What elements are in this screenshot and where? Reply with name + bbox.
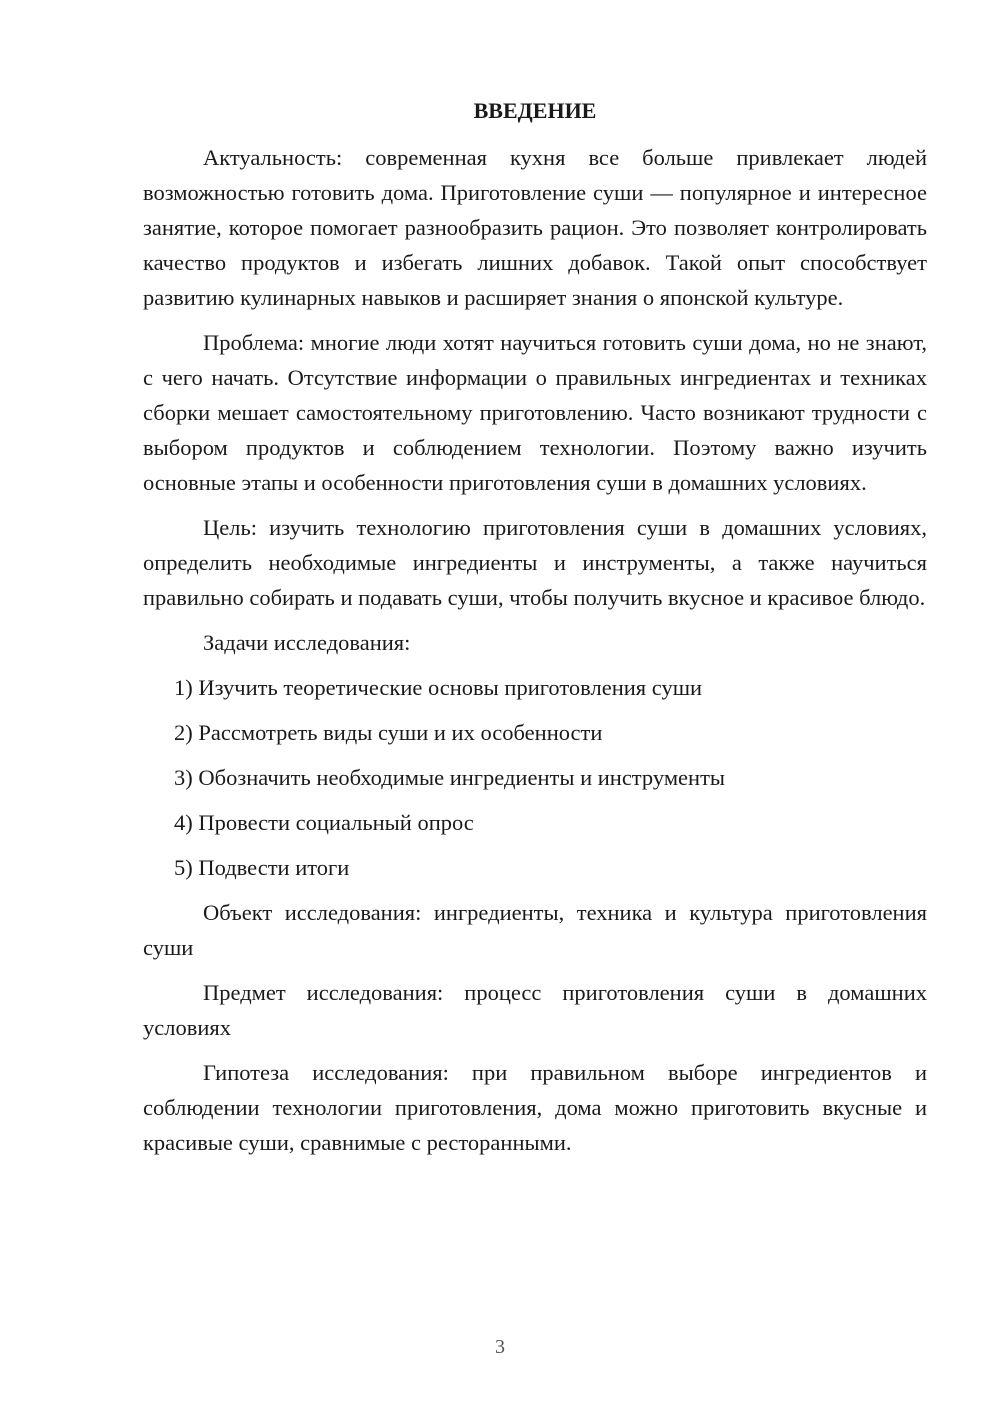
tasks-heading: Задачи исследования: (203, 630, 411, 655)
object-paragraph: Объект исследования: ингредиенты, техника и культура приготовления суши (143, 900, 927, 960)
hypothesis-paragraph: Гипотеза исследования: при правильном выборе ингредиентов и соблюдении технологии приготовления, дома можно приготовить вкусные и красивые суши, сравнимые с ресторанными. (143, 1060, 927, 1155)
relevance-paragraph: Актуальность: современная кухня все больше привлекает людей возможностью готовить дома. Приготовление суши — популярное и интересное занятие, которое помогает разнообразить рацион. Это позволяет контролировать качество продуктов и избегать лишних добавок. Такой опыт способствует развитию кулинарных навыков и расширяет знания о японской культуре. (143, 145, 927, 310)
list-item: 2) Рассмотреть виды суши и их особенности (174, 720, 603, 745)
task-list (143, 670, 927, 885)
page-number: 3 (495, 1336, 505, 1358)
goal-paragraph: Цель: изучить технологию приготовления суши в домашних условиях, определить необходимые ингредиенты и инструменты, а также научиться правильно собирать и подавать суши, чтобы получить вкусное и красивое блюдо. (143, 515, 927, 610)
problem-paragraph: Проблема: многие люди хотят научиться готовить суши дома, но не знают, с чего начать. Отсутствие информации о правильных ингредиентах и техниках сборки мешает самостоятельному приготовлению. Часто возникают трудности с выбором продуктов и соблюдением технологии. Поэтому важно изучить основные этапы и особенности приготовления суши в домашних условиях. (143, 330, 927, 495)
section-title: ВВЕДЕНИЕ (473, 98, 597, 123)
list-item: 4) Провести социальный опрос (174, 810, 474, 835)
list-item: 3) Обозначить необходимые ингредиенты и инструменты (174, 765, 726, 790)
subject-paragraph: Предмет исследования: процесс приготовления суши в домашних условиях (143, 980, 927, 1040)
document-page (143, 96, 927, 1160)
list-item: 1) Изучить теоретические основы приготовления суши (174, 675, 703, 700)
list-item: 5) Подвести итоги (174, 855, 350, 880)
